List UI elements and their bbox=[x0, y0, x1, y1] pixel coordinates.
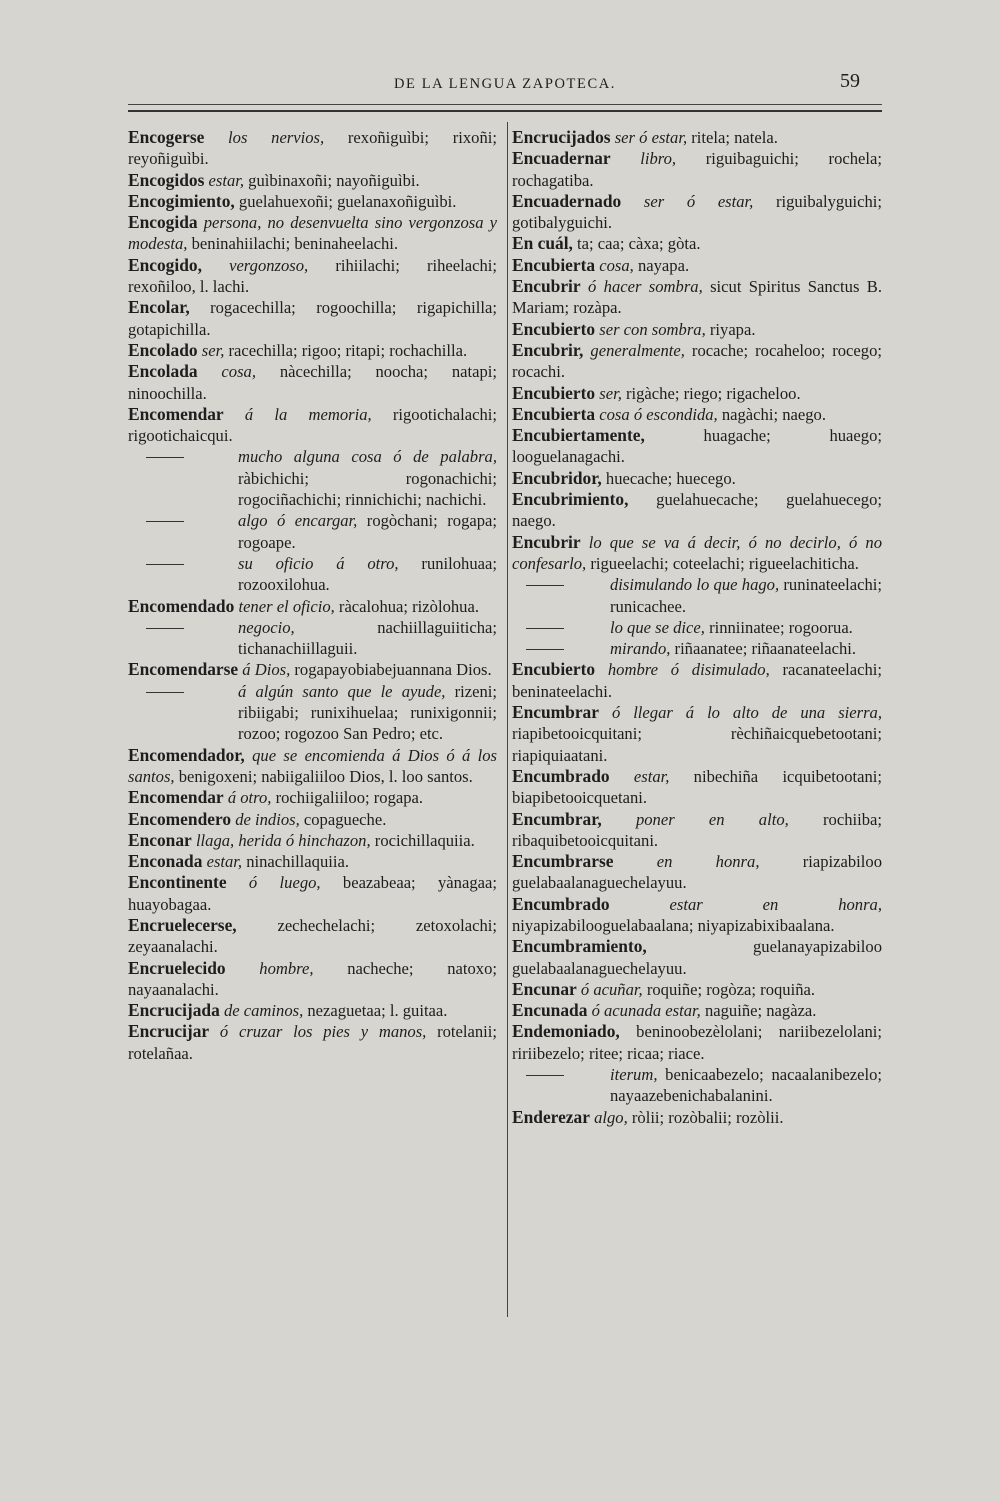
entry-gloss: poner en alto, bbox=[635, 809, 789, 829]
dictionary-entry bbox=[512, 489, 882, 532]
entry-translation: zechechelachi; zetoxolachi; zeyaanalachi. bbox=[128, 915, 497, 957]
entry-gloss: vergonzoso, bbox=[229, 255, 309, 275]
entry-headword: Encumbrarse bbox=[512, 851, 614, 872]
right-column bbox=[512, 127, 882, 1128]
entry-translation: guelanayapizabiloo guelabaalanaguechelayuu. bbox=[512, 937, 882, 978]
entry-gloss: algo ó encargar, bbox=[238, 511, 358, 531]
entry-headword: Encubrimiento, bbox=[512, 489, 629, 510]
entry-gloss: cosa, bbox=[221, 362, 256, 382]
entry-translation: rihiilachi; riheelachi; rexoñiloo, l. lachi. bbox=[128, 255, 497, 297]
entry-translation: beazabeaa; yànagaa; huayobagaa. bbox=[128, 873, 497, 914]
entry-headword: Encunada bbox=[512, 1000, 588, 1021]
entry-headword: Encomendar bbox=[128, 787, 224, 808]
entry-headword: Encubierta bbox=[512, 254, 596, 275]
entry-translation: runilohuaa; rozooxilohua. bbox=[238, 553, 497, 595]
entry-headword: Encubierta bbox=[512, 403, 596, 424]
dictionary-entry bbox=[512, 1107, 882, 1128]
entry-headword: Encogerse bbox=[128, 127, 205, 147]
entry-translation: rizeni; ribiigabi; runixihuelaa; runixigonnii; rozoo; rogozoo San Pedro; etc. bbox=[238, 681, 497, 744]
entry-headword: Encubierto bbox=[512, 318, 596, 339]
dictionary-entry bbox=[512, 659, 882, 702]
entry-translation: naguiñe; nagàza. bbox=[700, 1001, 817, 1021]
entry-headword: Encuadernado bbox=[512, 190, 622, 211]
entry-translation: riapizabiloo guelabaalanaguechelayuu. bbox=[512, 852, 882, 893]
entry-headword: Encogida bbox=[128, 212, 198, 233]
dictionary-entry bbox=[128, 596, 497, 617]
entry-headword: Enderezar bbox=[512, 1106, 590, 1127]
entry-gloss: los nervios, bbox=[228, 128, 325, 147]
entry-gloss: ser ó estar, bbox=[614, 128, 688, 147]
dictionary-entry bbox=[512, 276, 882, 319]
dictionary-entry bbox=[512, 1021, 882, 1064]
entry-translation: rochiiba; ribaquibetooicquitani. bbox=[512, 809, 882, 850]
dictionary-entry bbox=[512, 233, 882, 254]
dictionary-entry bbox=[128, 255, 497, 298]
entry-translation: sicut Spiritus Sanctus B. Mariam; rozàpa. bbox=[512, 277, 882, 318]
entry-headword: Enconada bbox=[128, 851, 203, 872]
dictionary-entry bbox=[128, 745, 497, 788]
entry-translation: rochiigaliiloo; rogapa. bbox=[271, 788, 424, 808]
dictionary-entry bbox=[512, 191, 882, 234]
dictionary-entry bbox=[512, 148, 882, 191]
page-number: 59 bbox=[840, 70, 860, 92]
dictionary-subentry bbox=[128, 681, 497, 745]
dictionary-entry bbox=[512, 468, 882, 489]
entry-translation: nibechiña icquibetootani; biapibetooicquetani. bbox=[512, 766, 882, 808]
entry-headword: Encubiertamente, bbox=[512, 425, 645, 446]
dictionary-subentry bbox=[128, 510, 497, 553]
entry-gloss: en honra, bbox=[656, 852, 760, 872]
entry-headword: Encumbramiento, bbox=[512, 936, 647, 957]
entry-translation: rinniinatee; rogoorua. bbox=[704, 617, 853, 637]
entry-translation: guelahuexoñi; guelanaxoñiguìbi. bbox=[238, 191, 457, 211]
entry-translation: ràcalohua; rizòlohua. bbox=[334, 596, 479, 616]
entry-translation: riguibaguichi; rochela; rochagatiba. bbox=[512, 149, 882, 190]
entry-translation: rogacechilla; rogoochilla; rigapichilla; gotapichilla. bbox=[128, 298, 497, 339]
entry-translation: rexoñiguìbi; rixoñi; reyoñiguìbi. bbox=[128, 128, 497, 169]
dictionary-subentry bbox=[512, 574, 882, 617]
entry-headword: Encrucijados bbox=[512, 127, 611, 147]
entry-headword: Encogidos bbox=[128, 169, 205, 190]
dictionary-entry bbox=[512, 425, 882, 468]
entry-gloss: estar, bbox=[208, 170, 245, 190]
dictionary-entry bbox=[512, 319, 882, 340]
running-title: DE LA LENGUA ZAPOTECA. bbox=[393, 76, 617, 92]
left-column bbox=[128, 127, 497, 1064]
entry-headword: Encontinente bbox=[128, 872, 227, 893]
entry-gloss: ó acuñar, bbox=[580, 979, 643, 999]
entry-gloss: ser con sombra, bbox=[599, 319, 706, 339]
dictionary-entry bbox=[128, 787, 497, 808]
entry-headword: Encumbrado bbox=[512, 765, 610, 786]
entry-translation: nayapa. bbox=[633, 255, 690, 275]
entry-translation: ta; caa; càxa; gòta. bbox=[577, 234, 701, 254]
entry-translation: racanateelachi; beninateelachi. bbox=[512, 660, 882, 701]
dictionary-entry bbox=[128, 830, 497, 851]
entry-translation: nàcechilla; noocha; natapi; ninoochilla. bbox=[128, 362, 497, 403]
entry-headword: Encubrir bbox=[512, 276, 581, 297]
entry-headword: Encomendero bbox=[128, 808, 232, 829]
dictionary-entry bbox=[128, 809, 497, 830]
entry-translation: racechilla; rigoo; ritapi; rochachilla. bbox=[224, 340, 468, 360]
entry-gloss: ser, bbox=[201, 340, 225, 360]
entry-headword: Encubrir bbox=[512, 531, 581, 552]
entry-translation: beninahiilachi; beninaheelachi. bbox=[187, 234, 399, 254]
entry-translation: rocichillaquiia. bbox=[370, 830, 475, 850]
dictionary-entry bbox=[512, 702, 882, 766]
entry-translation: rigàche; riego; rigacheloo. bbox=[621, 383, 801, 403]
dictionary-entry bbox=[512, 851, 882, 894]
entry-headword: Encumbrar, bbox=[512, 808, 602, 829]
entry-headword: Encubridor, bbox=[512, 467, 602, 488]
entry-translation: rigueelachi; coteelachi; rigueelachiticha. bbox=[586, 553, 859, 573]
entry-gloss: cosa ó escondida, bbox=[599, 404, 718, 424]
entry-gloss: que se encomienda á Dios ó á los santos, bbox=[128, 745, 497, 786]
dictionary-subentry bbox=[128, 446, 497, 510]
dictionary-entry bbox=[512, 894, 882, 937]
entry-headword: Encruelecerse, bbox=[128, 914, 237, 935]
entry-headword: Encubierto bbox=[512, 659, 596, 680]
dictionary-entry bbox=[128, 297, 497, 340]
dictionary-entry bbox=[128, 1021, 497, 1064]
entry-gloss: estar, bbox=[633, 766, 670, 786]
entry-translation: rogòchani; rogapa; rogoape. bbox=[238, 511, 498, 552]
header-rule-thick bbox=[128, 110, 882, 112]
entry-translation: niyapizabilooguelabaalana; niyapizabixibaalana. bbox=[512, 915, 835, 935]
entry-translation: roquiñe; rogòza; roquiña. bbox=[642, 979, 816, 999]
entry-headword: Encogimiento, bbox=[128, 190, 235, 211]
dictionary-entry bbox=[128, 127, 497, 170]
entry-headword: En cuál, bbox=[512, 233, 573, 254]
dictionary-subentry bbox=[128, 617, 497, 660]
header-rule-thin bbox=[128, 104, 882, 105]
entry-translation: riguibalyguichi; gotibalyguichi. bbox=[512, 191, 882, 233]
dictionary-entry bbox=[128, 404, 497, 447]
entry-translation: rogapayobiabejuannana Dios. bbox=[290, 660, 492, 680]
entry-gloss: generalmente, bbox=[590, 340, 685, 360]
entry-gloss: lo que se dice, bbox=[610, 617, 705, 637]
entry-headword: Encumbrar bbox=[512, 702, 599, 723]
entry-gloss: libro, bbox=[640, 149, 677, 169]
entry-translation: huecache; huecego. bbox=[605, 468, 736, 488]
entry-translation: guìbinaxoñi; nayoñiguìbi. bbox=[244, 170, 420, 190]
dictionary-entry bbox=[128, 958, 497, 1001]
dictionary-entry bbox=[512, 936, 882, 979]
entry-gloss: ó llegar á lo alto de una sierra, bbox=[611, 703, 882, 723]
entry-translation: benigoxeni; nabiigaliiloo Dios, l. loo santos. bbox=[174, 766, 473, 786]
entry-gloss: hombre, bbox=[259, 958, 314, 978]
dictionary-subentry bbox=[512, 1064, 882, 1107]
entry-translation: benicaabezelo; nacaalanibezelo; nayaazebenichabalanini. bbox=[610, 1065, 882, 1106]
entry-translation: nacheche; natoxo; nayaanalachi. bbox=[128, 958, 497, 999]
entry-translation: nezaguetaa; l. guitaa. bbox=[303, 1001, 448, 1021]
dictionary-entry bbox=[128, 170, 497, 191]
entry-translation: beninoobezèlolani; nariibezelolani; ririibezelo; ritee; ricaa; riace. bbox=[512, 1022, 882, 1063]
entry-headword: Encruelecido bbox=[128, 957, 226, 978]
entry-headword: Encumbrado bbox=[512, 893, 610, 914]
entry-headword: Encubrir, bbox=[512, 339, 584, 360]
entry-headword: Encomendar bbox=[128, 403, 224, 424]
entry-headword: Encrucijar bbox=[128, 1021, 210, 1042]
entry-gloss: mirando, bbox=[610, 639, 671, 659]
dictionary-entry bbox=[128, 361, 497, 404]
dictionary-entry bbox=[128, 851, 497, 872]
entry-headword: Encolar, bbox=[128, 297, 190, 318]
entry-headword: Enconar bbox=[128, 829, 192, 850]
dictionary-entry bbox=[512, 127, 882, 148]
entry-translation: guelahuecache; guelahuecego; naego. bbox=[512, 490, 882, 531]
entry-gloss: á Dios, bbox=[242, 660, 291, 680]
dictionary-entry bbox=[128, 191, 497, 212]
dictionary-entry bbox=[128, 212, 497, 255]
entry-gloss: lo que se va á decir, ó no decirlo, ó no confesarlo, bbox=[512, 532, 883, 573]
entry-headword: Encunar bbox=[512, 978, 577, 999]
dictionary-entry bbox=[512, 383, 882, 404]
dictionary-entry bbox=[512, 809, 882, 852]
entry-gloss: ó cruzar los pies y manos, bbox=[219, 1022, 427, 1042]
entry-translation: ritela; natela. bbox=[687, 128, 778, 147]
entry-translation: riñaanatee; riñaanateelachi. bbox=[670, 639, 857, 659]
entry-gloss: de caminos, bbox=[223, 1001, 304, 1021]
entry-translation: runinateelachi; runicachee. bbox=[610, 575, 883, 616]
entry-translation: riyapa. bbox=[705, 319, 756, 339]
entry-headword: Encubierto bbox=[512, 382, 596, 403]
entry-headword: Encomendarse bbox=[128, 659, 239, 680]
entry-gloss: ó luego, bbox=[248, 873, 321, 893]
entry-translation: ròlii; rozòbalii; rozòlii. bbox=[627, 1107, 784, 1127]
dictionary-subentry bbox=[512, 617, 882, 638]
entry-headword: Encuadernar bbox=[512, 148, 611, 169]
entry-gloss: hombre ó disimulado, bbox=[607, 660, 770, 680]
dictionary-entry bbox=[512, 340, 882, 383]
dictionary-entry bbox=[128, 872, 497, 915]
entry-gloss: algo, bbox=[594, 1107, 628, 1127]
entry-gloss: á otro, bbox=[227, 788, 272, 808]
dictionary-entry bbox=[128, 340, 497, 361]
dictionary-subentry bbox=[512, 638, 882, 659]
entry-gloss: tener el oficio, bbox=[238, 596, 335, 616]
page-header bbox=[128, 72, 882, 100]
entry-headword: Encrucijada bbox=[128, 1000, 220, 1021]
entry-gloss: de indios, bbox=[235, 809, 300, 829]
dictionary-entry bbox=[512, 404, 882, 425]
dictionary-entry bbox=[512, 979, 882, 1000]
entry-headword: Encogido, bbox=[128, 254, 202, 275]
entry-gloss: disimulando lo que hago, bbox=[610, 575, 780, 595]
dictionary-entry bbox=[512, 766, 882, 809]
entry-gloss: á la memoria, bbox=[244, 404, 372, 424]
entry-headword: Encomendado bbox=[128, 595, 235, 616]
entry-translation: nachiillaguiiticha; tichanachiillaguii. bbox=[238, 617, 497, 659]
column-divider bbox=[507, 122, 508, 1317]
entry-headword: Endemoniado, bbox=[512, 1021, 620, 1042]
dictionary-entry bbox=[128, 1000, 497, 1021]
entry-headword: Encolada bbox=[128, 361, 198, 382]
entry-gloss: ó hacer sombra, bbox=[587, 277, 703, 297]
entry-headword: Encolado bbox=[128, 339, 198, 360]
entry-gloss: estar en honra, bbox=[669, 894, 882, 914]
entry-translation: rotelanii; rotelañaa. bbox=[128, 1022, 497, 1063]
entry-gloss: negocio, bbox=[238, 617, 295, 637]
entry-translation: copagueche. bbox=[299, 809, 387, 829]
entry-translation: ninachillaquiia. bbox=[242, 852, 349, 872]
entry-translation: ràbichichi; rogonachichi; rogociñachichi; rinnichichi; nachichi. bbox=[238, 468, 497, 510]
entry-gloss: llaga, herida ó hinchazon, bbox=[195, 830, 371, 850]
dictionary-entry bbox=[512, 255, 882, 276]
entry-translation: rigootichalachi; rigootichaicqui. bbox=[128, 404, 497, 446]
entry-gloss: persona, no desenvuelta sino vergonzosa y modesta, bbox=[128, 213, 498, 254]
dictionary-entry bbox=[128, 659, 497, 680]
entry-translation: riapibetooicquitani; rèchiñaicquebetootani; riapiquiaatani. bbox=[512, 724, 882, 765]
entry-gloss: su oficio á otro, bbox=[238, 553, 399, 573]
entry-gloss: estar, bbox=[206, 852, 243, 872]
entry-gloss: iterum, bbox=[610, 1065, 658, 1085]
entry-translation: huagache; huaego; looguelanagachi. bbox=[512, 426, 882, 467]
entry-gloss: ser, bbox=[599, 383, 622, 403]
entry-gloss: á algún santo que le ayude, bbox=[238, 681, 446, 701]
entry-gloss: ó acunada estar, bbox=[591, 1001, 701, 1021]
dictionary-entry bbox=[512, 1000, 882, 1021]
entry-translation: rocache; rocaheloo; rocego; rocachi. bbox=[512, 340, 882, 382]
entry-gloss: ser ó estar, bbox=[643, 191, 754, 211]
entry-headword: Encomendador, bbox=[128, 744, 245, 765]
entry-gloss: cosa, bbox=[599, 255, 634, 275]
dictionary-entry bbox=[512, 532, 882, 575]
dictionary-entry bbox=[128, 915, 497, 958]
entry-gloss: mucho alguna cosa ó de palabra, bbox=[238, 447, 497, 467]
entry-translation: nagàchi; naego. bbox=[717, 404, 826, 424]
dictionary-subentry bbox=[128, 553, 497, 596]
